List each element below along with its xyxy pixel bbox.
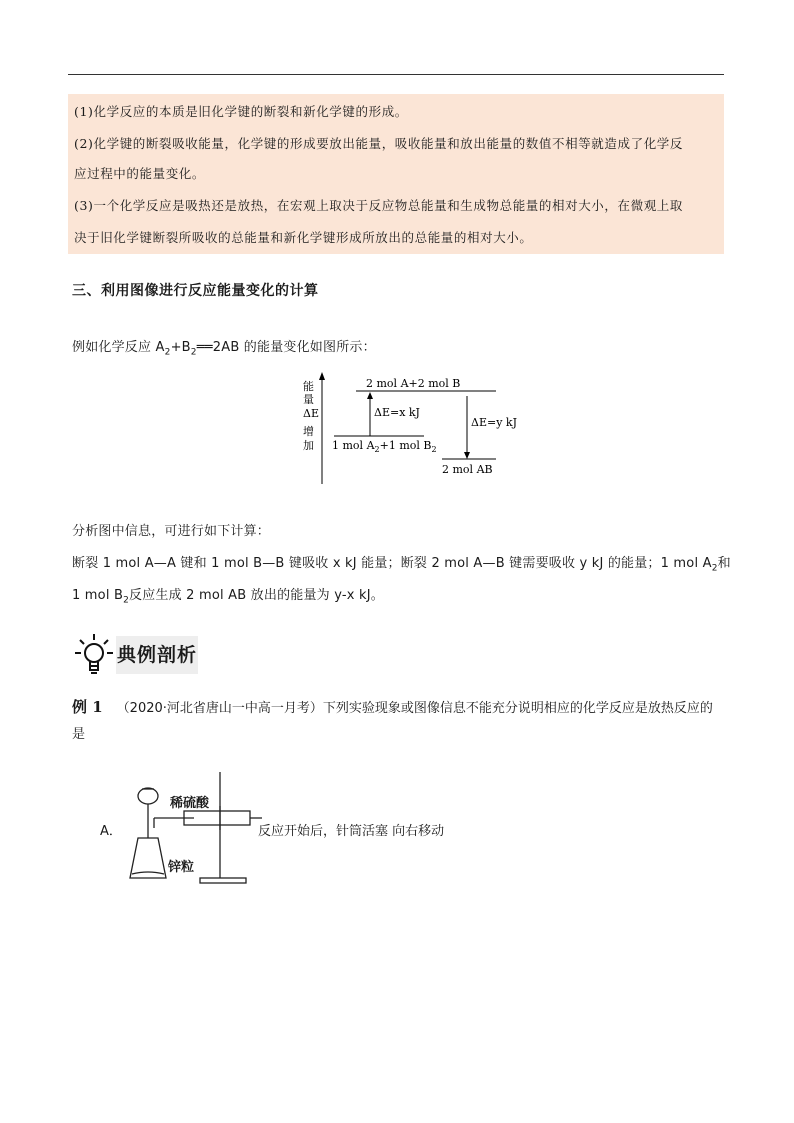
section-heading: 三、利用图像进行反应能量变化的计算: [72, 283, 319, 299]
intro-line: 例如化学反应 $A_2+B_2══2AB$ 的能量变化如图所示：: [72, 340, 376, 358]
label-dilute-sulfuric-acid: 稀硫酸: [170, 796, 210, 811]
note-3: (3)一个化学反应是吸热还是放热，在宏观上取决于反应物总能量和生成物总能量的相对大小，在微观上取: [74, 198, 684, 213]
level-product-label: 2 mol AB: [442, 463, 493, 476]
arrow-x-head: [367, 392, 373, 399]
axis-char-3: ΔE: [303, 407, 319, 420]
level-reactants-label: 1 mol $A_2+1$ mol $B_2$: [332, 439, 437, 454]
analysis-line-2: 1 mol $B_2$反应生成 2 mol AB 放出的能量为 y-x kJ。: [72, 588, 384, 606]
example-text: （2020·河北省唐山一中高一月考）下列实验现象或图像信息不能充分说明相应的化学反应是放热反应的是: [72, 701, 713, 742]
note-1: (1)化学反应的本质是旧化学键的断裂和新化学键的形成。: [74, 104, 408, 119]
analysis-title: 分析图中信息，可进行如下计算：: [72, 524, 271, 539]
lightbulb-icon: [72, 632, 116, 678]
axis-arrowhead: [319, 372, 325, 380]
key-points-box: [68, 94, 724, 254]
axis-char-5: 加: [303, 439, 314, 452]
dE-y-label: ΔE=y kJ: [471, 416, 517, 429]
example-tag: 例 1: [72, 698, 103, 716]
analysis-line-1: 断裂 1 mol A—A 键和 1 mol B—B 键吸收 x kJ 能量；断裂 2 mol A—B 键需要吸收 y kJ 的能量；1 mol $A_2$和: [72, 556, 731, 574]
energy-diagram: [300, 372, 530, 487]
arrow-y-head: [464, 452, 470, 459]
note-2-cont: 应过程中的能量变化。: [74, 166, 206, 181]
note-3-cont: 决于旧化学键断裂所吸收的总能量和新化学键形成所放出的总能量的相对大小。: [74, 230, 533, 245]
typical-example-banner: [72, 632, 198, 678]
option-a-letter: A．: [100, 824, 122, 839]
option-a-text: 反应开始后，针筒活塞 向右移动: [258, 824, 445, 839]
axis-char-2: 量: [303, 393, 314, 406]
header-rule: [68, 74, 724, 75]
note-2: (2)化学键的断裂吸收能量，化学键的形成要放出能量，吸收能量和放出能量的数值不相等就造成了化学反: [74, 136, 684, 151]
level-top-label: 2 mol A+2 mol B: [366, 377, 461, 390]
example-1: [72, 694, 724, 748]
dE-x-label: ΔE=x kJ: [374, 406, 420, 419]
axis-char-1: 能: [303, 380, 314, 393]
axis-char-4: 增: [303, 425, 314, 438]
label-zinc-granules: 锌粒: [168, 860, 195, 875]
banner-label: 典例剖析: [116, 636, 198, 674]
